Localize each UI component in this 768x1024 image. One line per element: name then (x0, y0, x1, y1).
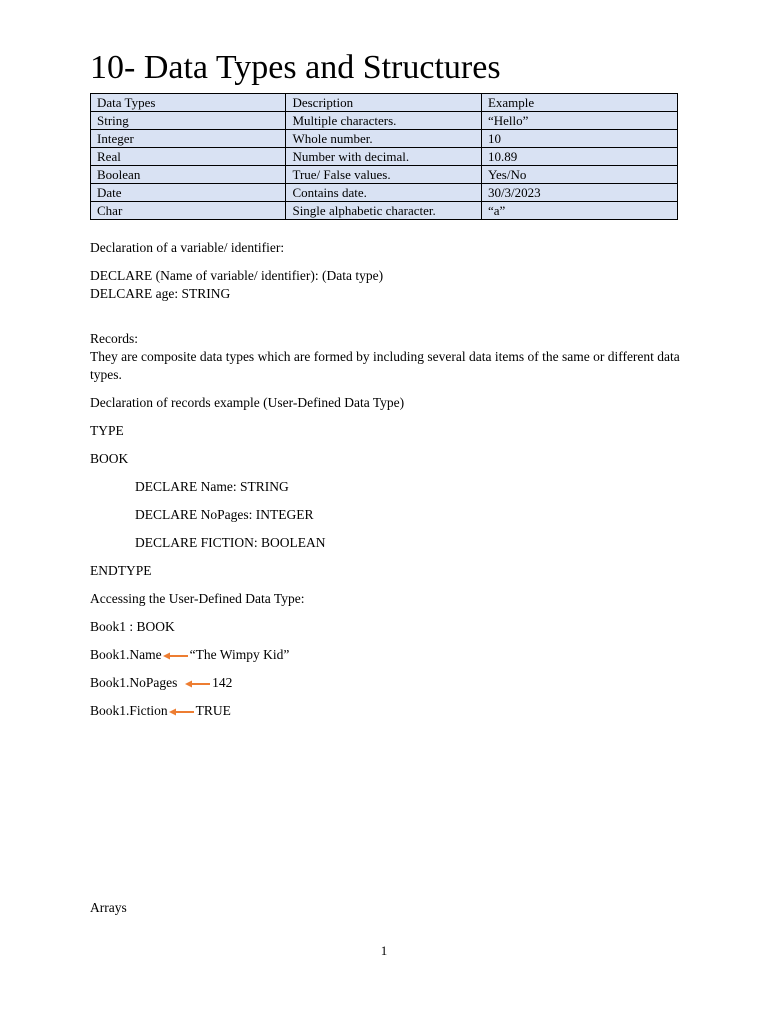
assignment-line (90, 646, 289, 664)
table-cell: Number with decimal. (286, 148, 481, 166)
table-header-cell: Example (481, 94, 677, 112)
table-cell: 10.89 (481, 148, 677, 166)
assignment-line (90, 674, 232, 692)
table-row (91, 112, 678, 130)
table-cell: Contains date. (286, 184, 481, 202)
records-heading: Records: (90, 331, 138, 346)
table-cell: Integer (91, 130, 286, 148)
table-cell: Yes/No (481, 166, 677, 184)
table-cell: Date (91, 184, 286, 202)
table-header-cell: Description (286, 94, 481, 112)
page-title: 10- Data Types and Structures (90, 49, 501, 86)
table-header-row (91, 94, 678, 112)
assignment-value: 142 (212, 675, 233, 690)
records-description: They are composite data types which are formed by including several data items of the same or different data types. (90, 349, 680, 382)
table-cell: Real (91, 148, 286, 166)
table-row (91, 166, 678, 184)
endtype-keyword: ENDTYPE (90, 563, 152, 578)
assignment-value: “The Wimpy Kid” (189, 647, 290, 662)
book-instance-line: Book1 : BOOK (90, 619, 175, 634)
table-row (91, 130, 678, 148)
table-row (91, 184, 678, 202)
declaration-heading: Declaration of a variable/ identifier: (90, 240, 285, 255)
declare-syntax-line: DECLARE (Name of variable/ identifier): (Data type) (90, 268, 384, 283)
table-cell: Boolean (91, 166, 286, 184)
field-declaration: DECLARE Name: STRING (135, 479, 289, 494)
table-cell: Whole number. (286, 130, 481, 148)
table-cell: Single alphabetic character. (286, 202, 481, 220)
data-types-table (90, 93, 678, 220)
assignment-target: Book1.Fiction (90, 703, 168, 718)
records-example-heading: Declaration of records example (User-Defined Data Type) (90, 395, 405, 410)
table-cell: Char (91, 202, 286, 220)
field-declaration: DECLARE NoPages: INTEGER (135, 507, 314, 522)
table-cell: String (91, 112, 286, 130)
table-cell: 30/3/2023 (481, 184, 677, 202)
assignment-target: Book1.Name (90, 647, 162, 662)
page-number: 1 (380, 943, 388, 958)
table-cell: “a” (481, 202, 677, 220)
left-arrow-icon (185, 679, 211, 689)
assignment-value: TRUE (195, 703, 231, 718)
table-cell: “Hello” (481, 112, 677, 130)
arrays-heading: Arrays (90, 900, 127, 915)
declare-example-line: DELCARE age: STRING (90, 286, 231, 301)
access-heading: Accessing the User-Defined Data Type: (90, 591, 305, 606)
type-keyword: TYPE (90, 423, 124, 438)
table-cell: Multiple characters. (286, 112, 481, 130)
assignment-line (90, 702, 231, 720)
left-arrow-icon (169, 707, 195, 717)
book-keyword: BOOK (90, 451, 129, 466)
field-declaration: DECLARE FICTION: BOOLEAN (135, 535, 326, 550)
table-row (91, 148, 678, 166)
table-cell: 10 (481, 130, 677, 148)
assignment-target: Book1.NoPages (90, 675, 178, 690)
left-arrow-icon (163, 651, 189, 661)
table-cell: True/ False values. (286, 166, 481, 184)
table-header-cell: Data Types (91, 94, 286, 112)
table-row (91, 202, 678, 220)
